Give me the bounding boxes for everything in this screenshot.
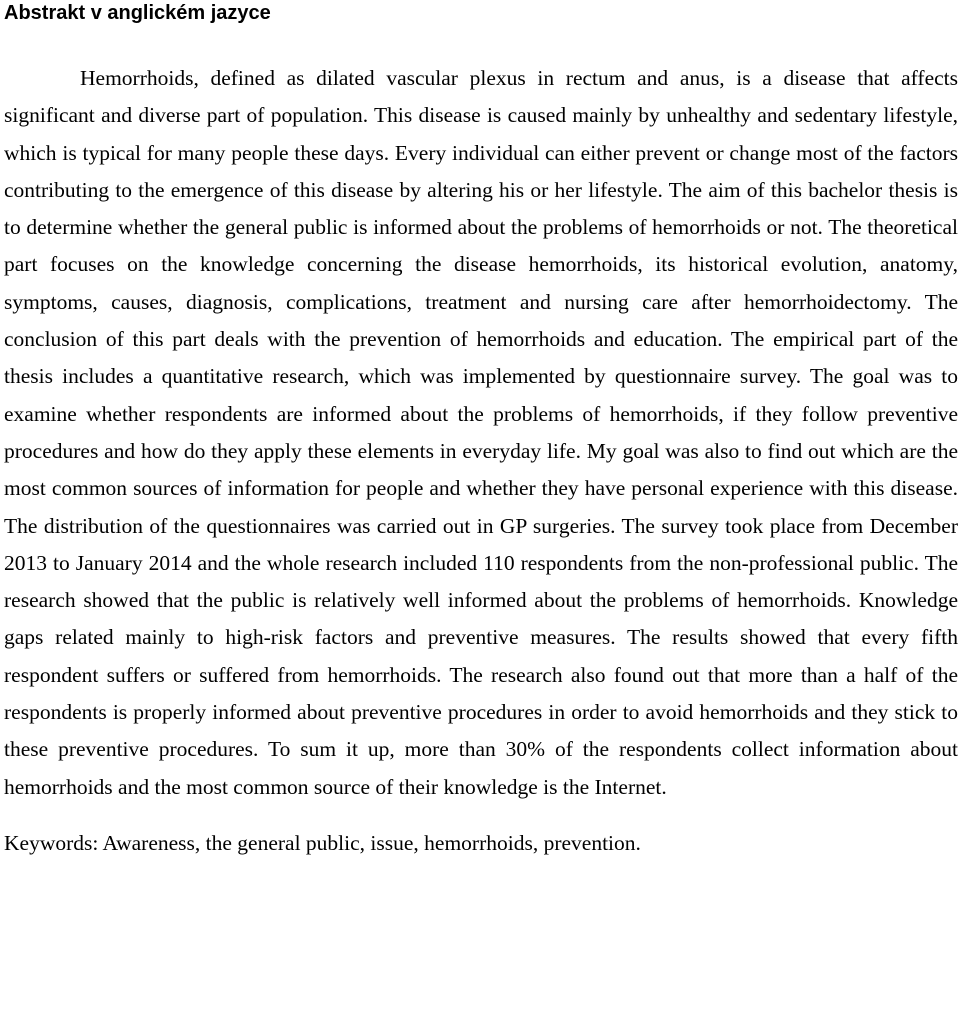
keywords-line: Keywords: Awareness, the general public, issue, hemorrhoids, prevention.	[4, 830, 641, 855]
document-page	[4, 0, 958, 858]
abstract-paragraph: Hemorrhoids, defined as dilated vascular plexus in rectum and anus, is a disease that affects significant and diverse part of population. This disease is caused mainly by unhealthy and sedentary lifestyle, which is typical for many people these days. Every individual can either prevent or change most of the factors contributing to the emergence of this disease by altering his or her lifestyle. The aim of this bachelor thesis is to determine whether the general public is informed about the problems of hemorrhoids or not. The theoretical part focuses on the knowledge concerning the disease hemorrhoids, its historical evolution, anatomy, symptoms, causes, diagnosis, complications, treatment and nursing care after hemorrhoidectomy. The conclusion of this part deals with the prevention of hemorrhoids and education. The empirical part of the thesis includes a quantitative research, which was implemented by questionnaire survey. The goal was to examine whether respondents are informed about the problems of hemorrhoids, if they follow preventive procedures and how do they apply these elements in everyday life. My goal was also to find out which are the most common sources of information for people and whether they have personal experience with this disease. The distribution of the questionnaires was carried out in GP surgeries. The survey took place from December 2013 to January 2014 and the whole research included 110 respondents from the non-professional public. The research showed that the public is relatively well informed about the problems of hemorrhoids. Knowledge gaps related mainly to high-risk factors and preventive measures. The results showed that every fifth respondent suffers or suffered from hemorrhoids. The research also found out that more than a half of the respondents is properly informed about preventive procedures in order to avoid hemorrhoids and they stick to these preventive procedures. To sum it up, more than 30% of the respondents collect information about hemorrhoids and the most common source of their knowledge is the Internet.	[4, 66, 958, 799]
section-heading: Abstrakt v anglickém jazyce	[4, 2, 271, 24]
